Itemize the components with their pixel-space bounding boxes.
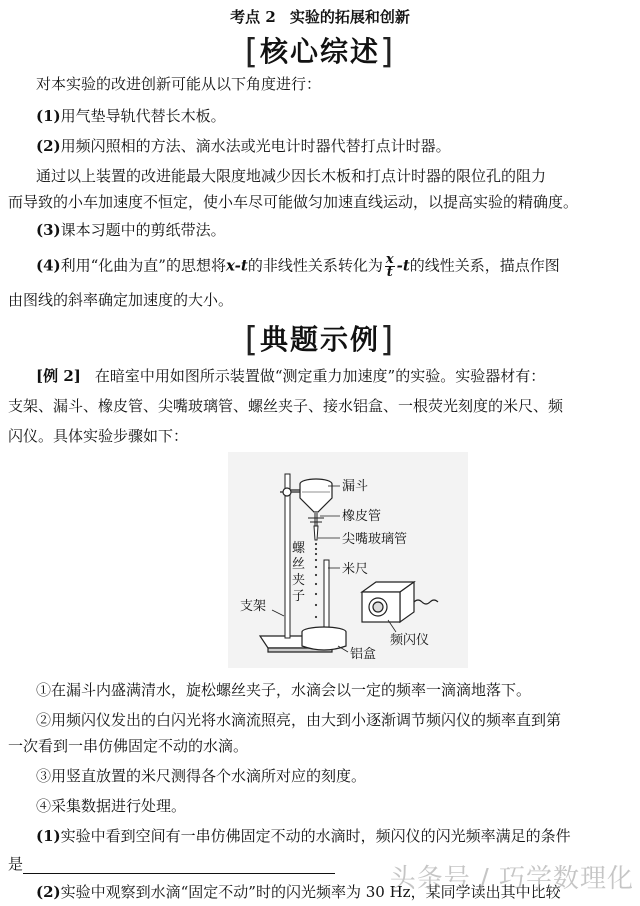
banner-core-summary: [核心综述] — [244, 32, 396, 72]
label-rubber-tube: 橡皮管 — [342, 509, 382, 524]
label-strobe: 频闪仪 — [390, 633, 430, 648]
answer-blank[interactable] — [23, 859, 335, 874]
section-heading: 实验的拓展和创新 — [289, 8, 410, 26]
summary-item-1: (1)用气垫导轨代替长木板。 — [36, 107, 226, 125]
summary-intro: 对本实验的改进创新可能从以下角度进行： — [36, 75, 322, 93]
step-4: ④采集数据进行处理。 — [36, 797, 187, 815]
summary-paragraph-line-1: 通过以上装置的改进能最大限度地减少因长木板和打点计时器的限位孔的阻力 — [36, 167, 547, 185]
example-line-1: [例 2] 在暗室中用如图所示装置做“测定重力加速度”的实验。实验器材有： — [36, 367, 546, 385]
question-2-line-1: (2)实验中观察到水滴“固定不动”时的闪光频率为 30 Hz，某同学读出其中比较 — [36, 883, 561, 901]
summary-item-2: (2)用频闪照相的方法、滴水法或光电计时器代替打点计时器。 — [36, 137, 451, 155]
label-glass-tube: 尖嘴玻璃管 — [342, 532, 408, 547]
summary-item-4: (4)利用“化曲为直”的思想将x-t的非线性关系转化为 $\frac{x}{t}$ -t的线性关系，描点作图 — [36, 252, 560, 280]
label-screw-clip-1: 螺 — [292, 541, 306, 556]
label-screw-clip-2: 丝 — [292, 557, 306, 572]
example-tag: [例 2] — [36, 367, 81, 385]
step-3: ③用竖直放置的米尺测得各个水滴所对应的刻度。 — [36, 767, 367, 785]
summary-paragraph-line-2: 而导致的小车加速度不恒定，使小车尽可能做匀加速直线运动，以提高实验的精确度。 — [8, 193, 579, 211]
label-ruler: 米尺 — [342, 562, 369, 577]
example-line-2: 支架、漏斗、橡皮管、尖嘴玻璃管、螺丝夹子、接水铝盒、一根荧光刻度的米尺、频 — [8, 397, 564, 415]
banner-example-text: 典题示例 — [259, 323, 380, 356]
glass-tube — [314, 526, 318, 540]
banner-core-summary-text: 核心综述 — [259, 35, 380, 68]
step-2-line-2: 一次看到一串仿佛固定不动的水滴。 — [8, 737, 249, 755]
apparatus-figure — [228, 452, 468, 668]
watermark: 头条号 / 巧学数理化 — [389, 864, 634, 894]
section-title — [0, 6, 640, 27]
rubber-tube — [314, 512, 318, 526]
example-line-3: 闪仪。具体实验步骤如下： — [8, 427, 189, 445]
step-2-line-1: ②用频闪仪发出的白闪光将水滴流照亮，由大到小逐渐调节频闪仪的频率直到第 — [36, 711, 562, 729]
stand-pole — [285, 474, 290, 638]
label-stand: 支架 — [240, 599, 267, 614]
step-1: ①在漏斗内盛满清水，旋松螺丝夹子，水滴会以一定的频率一滴滴地落下。 — [36, 681, 532, 699]
fraction-x-over-t: $\frac{x}{t}$ — [385, 252, 394, 280]
summary-item-3: (3)课本习题中的剪纸带法。 — [36, 221, 226, 239]
banner-example: [典题示例] — [244, 320, 396, 360]
label-screw-clip-4: 子 — [292, 589, 306, 604]
question-1-line-2: 是 — [8, 854, 634, 874]
label-al-box: 铝盒 — [350, 647, 377, 662]
label-funnel: 漏斗 — [342, 479, 369, 494]
question-1-line-1: (1)实验中看到空间有一串仿佛固定不动的水滴时，频闪仪的闪光频率满足的条件 — [36, 827, 571, 845]
label-screw-clip-3: 夹 — [292, 573, 306, 588]
section-number: 考点 2 — [230, 8, 276, 26]
summary-item-4-line-2: 由图线的斜率确定加速度的大小。 — [8, 291, 234, 309]
